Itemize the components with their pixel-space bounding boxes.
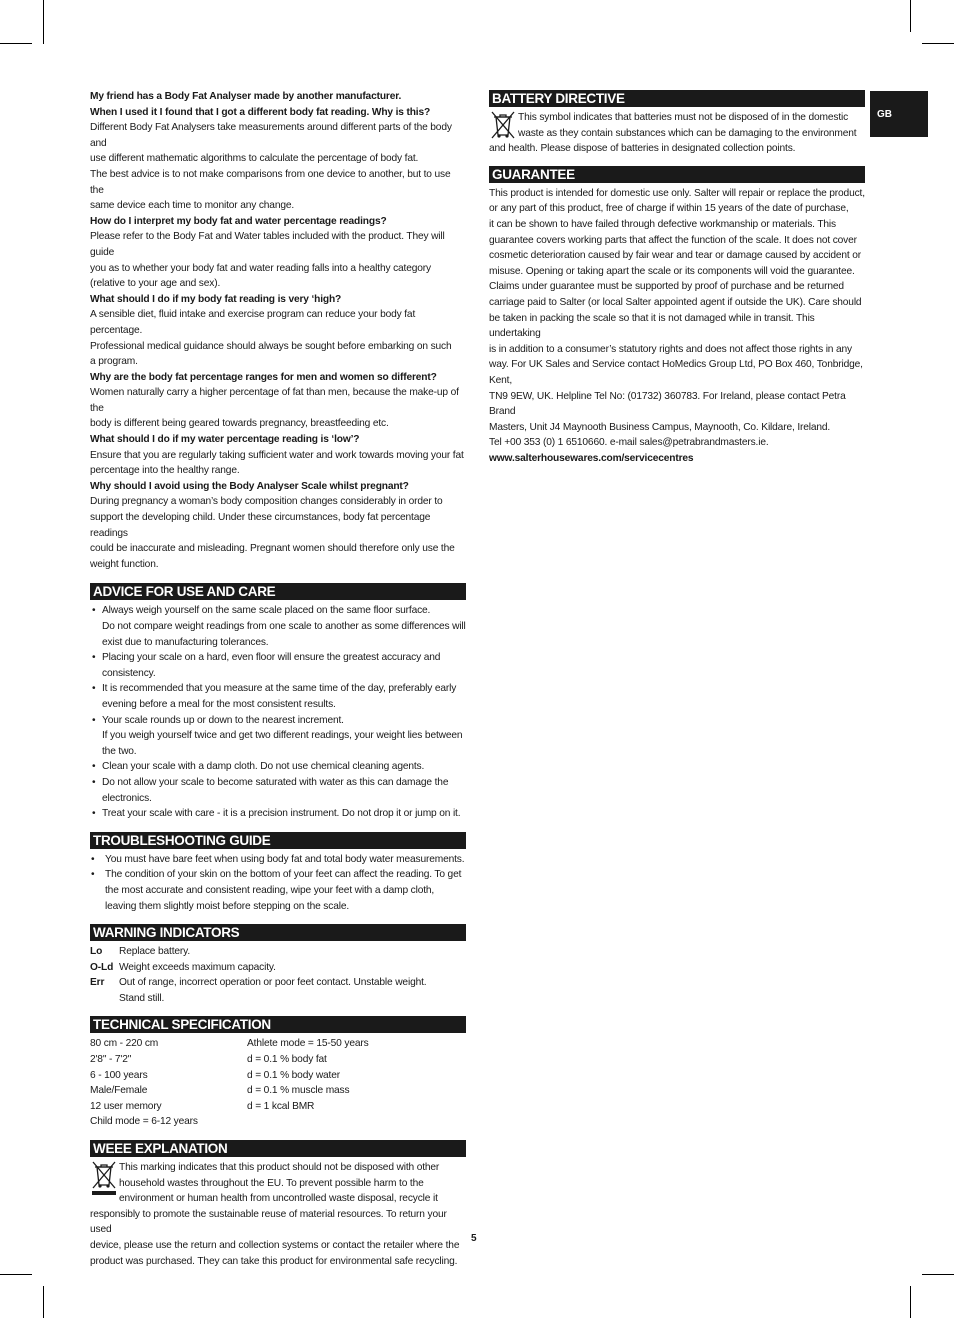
list-item: [90, 775, 466, 806]
advice-section: [90, 583, 466, 821]
list-item: [90, 681, 466, 712]
battery-line: and health. Please dispose of batteries in designated collection points.: [489, 143, 796, 155]
faq-answer: A sensible diet, fluid intake and exercise program can reduce your body fat percentage.: [90, 309, 416, 336]
list-item-text: The condition of your skin on the bottom of your feet can affect the reading. To get: [105, 869, 462, 881]
guarantee-line: is in addition to a consumer’s statutory rights and does not affect those rights in any: [489, 343, 852, 355]
faq-answer: Ensure that you are regularly taking sufficient water and work towards moving your fat: [90, 449, 464, 461]
list-item-text: Do not allow your scale to become saturated with water as this can damage the: [102, 776, 449, 788]
right-column: [489, 90, 865, 466]
spec-left-column: [90, 1036, 247, 1130]
list-item: [90, 603, 466, 650]
section-heading: GUARANTEE: [489, 166, 865, 183]
crop-mark: [0, 1274, 32, 1275]
page-number: 5: [471, 1233, 477, 1244]
faq-question: Why are the body fat percentage ranges for men and women so different?: [90, 371, 437, 383]
crop-mark: [0, 43, 32, 44]
faq-question: When I used it I found that I got a different body fat reading. Why is this?: [90, 106, 431, 118]
guarantee-line: Masters, Unit J4 Maynooth Business Campus, Maynooth, Co. Kildare, Ireland.: [489, 421, 831, 433]
bullet-icon: •: [92, 776, 96, 788]
list-item: [90, 650, 466, 681]
list-item-text: If you weigh yourself twice and get two different readings, your weight lies between: [102, 730, 463, 742]
crossed-bin-icon: [90, 1160, 118, 1196]
faq-answer: you as to whether your body fat and water reading falls into a healthy category: [90, 262, 431, 274]
faq-section: [90, 89, 466, 572]
battery-section: [489, 90, 865, 157]
guarantee-line: or any part of this product, free of charge if within 15 years of the date of purchase,: [489, 203, 849, 215]
guarantee-line: misuse. Opening or taking apart the scale or its components will void the guarantee.: [489, 265, 855, 277]
faq-answer: body is different being geared towards pregnancy, breastfeeding etc.: [90, 418, 389, 430]
bullet-icon: •: [91, 853, 95, 865]
spec-value: Male/Female: [90, 1085, 148, 1097]
list-item-text: exist due to manufacturing tolerances.: [102, 636, 269, 648]
bullet-icon: •: [92, 605, 96, 617]
section-heading: BATTERY DIRECTIVE: [489, 90, 865, 107]
battery-line: This symbol indicates that batteries must not be disposed of in the domestic: [518, 112, 849, 123]
spec-value: Athlete mode = 15-50 years: [247, 1038, 369, 1050]
faq-question: My friend has a Body Fat Analyser made by another manufacturer.: [90, 91, 402, 102]
spec-value: 12 user memory: [90, 1100, 162, 1112]
list-item-text: the two.: [102, 745, 137, 757]
bullet-icon: •: [92, 652, 96, 664]
spec-value: d = 0.1 % muscle mass: [247, 1085, 350, 1097]
section-heading: WARNING INDICATORS: [90, 924, 466, 941]
warning-description: Weight exceeds maximum capacity.: [119, 961, 276, 973]
guarantee-line: This product is intended for domestic use only. Salter will repair or replace the product,: [489, 187, 865, 199]
warning-description: Replace battery.: [119, 946, 191, 958]
weee-line: This marking indicates that this product should not be disposed with other: [119, 1162, 440, 1174]
guarantee-line: way. For UK Sales and Service contact HoMedics Group Ltd, PO Box 460, Tonbridge, Kent,: [489, 359, 863, 386]
list-item-text: Always weigh yourself on the same scale placed on the same floor surface.: [102, 605, 431, 617]
list-item-text: the most accurate and consistent reading, wipe your feet with a damp cloth,: [105, 884, 435, 896]
service-url[interactable]: www.salterhousewares.com/servicecentres: [489, 452, 694, 464]
list-item: [90, 806, 466, 822]
bullet-icon: •: [92, 761, 96, 773]
faq-answer: Women naturally carry a higher percentage of fat than men, because the make-up of the: [90, 387, 459, 414]
spec-table: [90, 1036, 466, 1130]
faq-answer: use different mathematic algorithms to calculate the percentage of body fat.: [90, 153, 419, 165]
faq-answer: The best advice is to not make comparisons from one device to another, but to use the: [90, 168, 451, 196]
weee-section: [90, 1140, 466, 1269]
bullet-icon: •: [91, 869, 95, 881]
guarantee-text: [489, 186, 865, 451]
faq-answer: could be inaccurate and misleading. Pregnant women should therefore only use the: [90, 543, 455, 555]
list-item-text: You must have bare feet when using body fat and total body water measurements.: [105, 853, 465, 865]
faq-answer: Please refer to the Body Fat and Water tables included with the product. They will guide: [90, 231, 445, 258]
faq-question: Why should I avoid using the Body Analyser Scale whilst pregnant?: [90, 480, 409, 492]
left-column: [90, 89, 466, 1269]
list-item: [90, 867, 466, 914]
spec-value: d = 0.1 % body fat: [247, 1054, 327, 1066]
weee-line: device, please use the return and collection systems or contact the retailer where the: [90, 1240, 460, 1251]
language-tab: GB: [870, 91, 928, 137]
crop-mark: [43, 1286, 44, 1318]
list-item-text: electronics.: [102, 792, 152, 804]
spec-value: d = 1 kcal BMR: [247, 1100, 315, 1112]
faq-answer: Different Body Fat Analysers take measurements around different parts of the body and: [90, 122, 452, 149]
guarantee-line: it can be shown to have failed through defective workmanship or materials. This: [489, 218, 836, 230]
crop-mark: [910, 0, 911, 32]
faq-answer: Professional medical guidance should always be sought before embarking on such: [90, 340, 452, 352]
weee-line: household wastes throughout the EU. To prevent possible harm to the: [119, 1177, 424, 1189]
spec-section: [90, 1016, 466, 1130]
list-item-text: Do not compare weight readings from one scale to another as some differences will: [102, 621, 466, 632]
crop-mark: [910, 1286, 911, 1318]
warning-code: Lo: [90, 946, 103, 958]
list-item-text: evening before a meal for the most consistent results.: [102, 698, 336, 710]
bullet-icon: •: [92, 808, 96, 820]
section-heading: TROUBLESHOOTING GUIDE: [90, 832, 466, 849]
list-item-text: Clean your scale with a damp cloth. Do not use chemical cleaning agents.: [102, 761, 425, 773]
warning-code: O-Ld: [90, 961, 114, 973]
crop-mark: [922, 43, 954, 44]
weee-line: responsibly to promote the sustainable reuse of material resources. To return your used: [90, 1208, 447, 1236]
crossed-bin-icon: [489, 110, 517, 139]
list-item: [90, 713, 466, 760]
list-item-text: leaving them slightly moist before stepping on the scale.: [105, 900, 350, 912]
guarantee-line: Claims under guarantee must be supported by proof of purchase and be returned: [489, 281, 844, 293]
guarantee-line: be taken in packing the scale so that it is not damaged while in transit. This undertaking: [489, 312, 815, 340]
warning-row: [90, 975, 466, 1006]
guarantee-line: guarantee covers working parts that affect the function of the scale. It does not cover: [489, 234, 857, 246]
guarantee-line: carriage paid to Salter (or local Salter appointed agent if outside the UK). Care should: [489, 296, 862, 308]
section-heading: ADVICE FOR USE AND CARE: [90, 583, 466, 600]
battery-line: waste as they contain substances which can be damaging to the environment: [518, 127, 857, 139]
list-item-text: Treat your scale with care - it is a precision instrument. Do not drop it or jump on it.: [102, 808, 461, 820]
list-item: [90, 759, 466, 775]
guarantee-line: Tel +00 353 (0) 1 6510660. e-mail sales@petrabrandmasters.ie.: [489, 437, 769, 449]
faq-answer: a program.: [90, 356, 138, 368]
faq-answer: (relative to your age and sex).: [90, 278, 221, 290]
warning-description: Stand still.: [119, 992, 165, 1004]
crop-mark: [43, 0, 44, 44]
weee-line: product was purchased. They can take this product for environmental safe recycling.: [90, 1255, 458, 1267]
list-item: [90, 852, 466, 868]
section-heading: WEEE EXPLANATION: [90, 1140, 466, 1157]
spec-value: 80 cm - 220 cm: [90, 1038, 159, 1050]
advice-list: [90, 603, 466, 821]
warning-table: [90, 944, 466, 1006]
warning-row: [90, 944, 466, 960]
troubleshooting-section: [90, 832, 466, 914]
list-item-text: It is recommended that you measure at the same time of the day, preferably early: [102, 683, 457, 695]
list-item-text: consistency.: [102, 667, 156, 679]
faq-question: What should I do if my water percentage reading is ‘low’?: [90, 434, 360, 446]
bullet-icon: •: [92, 683, 96, 695]
faq-answer: During pregnancy a woman’s body composition changes considerably in order to: [90, 496, 443, 508]
faq-answer: percentage into the healthy range.: [90, 465, 240, 477]
section-heading: TECHNICAL SPECIFICATION: [90, 1016, 466, 1033]
faq-question: How do I interpret my body fat and water percentage readings?: [90, 215, 387, 227]
warning-row: [90, 960, 466, 976]
warning-section: [90, 924, 466, 1006]
faq-question: What should I do if my body fat reading is very ‘high?: [90, 293, 342, 305]
guarantee-section: [489, 166, 865, 467]
crop-mark: [922, 1274, 954, 1275]
faq-answer: support the developing child. Under these circumstances, body fat percentage readings: [90, 512, 431, 539]
warning-description: Out of range, incorrect operation or poor feet contact. Unstable weight.: [119, 977, 427, 989]
spec-value: d = 0.1 % body water: [247, 1069, 340, 1081]
guarantee-line: TN9 9EW, UK. Helpline Tel No: (01732) 360783. For Ireland, please contact Petra Brand: [489, 390, 846, 418]
spec-value: 2'8" - 7'2": [90, 1054, 132, 1066]
warning-code: Err: [90, 977, 105, 989]
guarantee-line: cosmetic deterioration caused by fair wear and tear or damage caused by accident or: [489, 250, 862, 262]
spec-value: 6 - 100 years: [90, 1069, 148, 1081]
spec-value: Child mode = 6-12 years: [90, 1116, 198, 1128]
bullet-icon: •: [92, 714, 96, 726]
weee-text: [90, 1160, 466, 1269]
weee-line: environment or human health from uncontrolled waste disposal, recycle it: [119, 1193, 438, 1205]
faq-answer: weight function.: [90, 558, 159, 570]
list-item-text: Placing your scale on a hard, even floor will ensure the greatest accuracy and: [102, 652, 441, 664]
spec-right-column: [247, 1036, 369, 1130]
battery-text: [489, 110, 865, 157]
list-item-text: Your scale rounds up or down to the nearest increment.: [102, 714, 344, 726]
faq-answer: same device each time to monitor any change.: [90, 200, 295, 212]
troubleshooting-list: [90, 852, 466, 914]
